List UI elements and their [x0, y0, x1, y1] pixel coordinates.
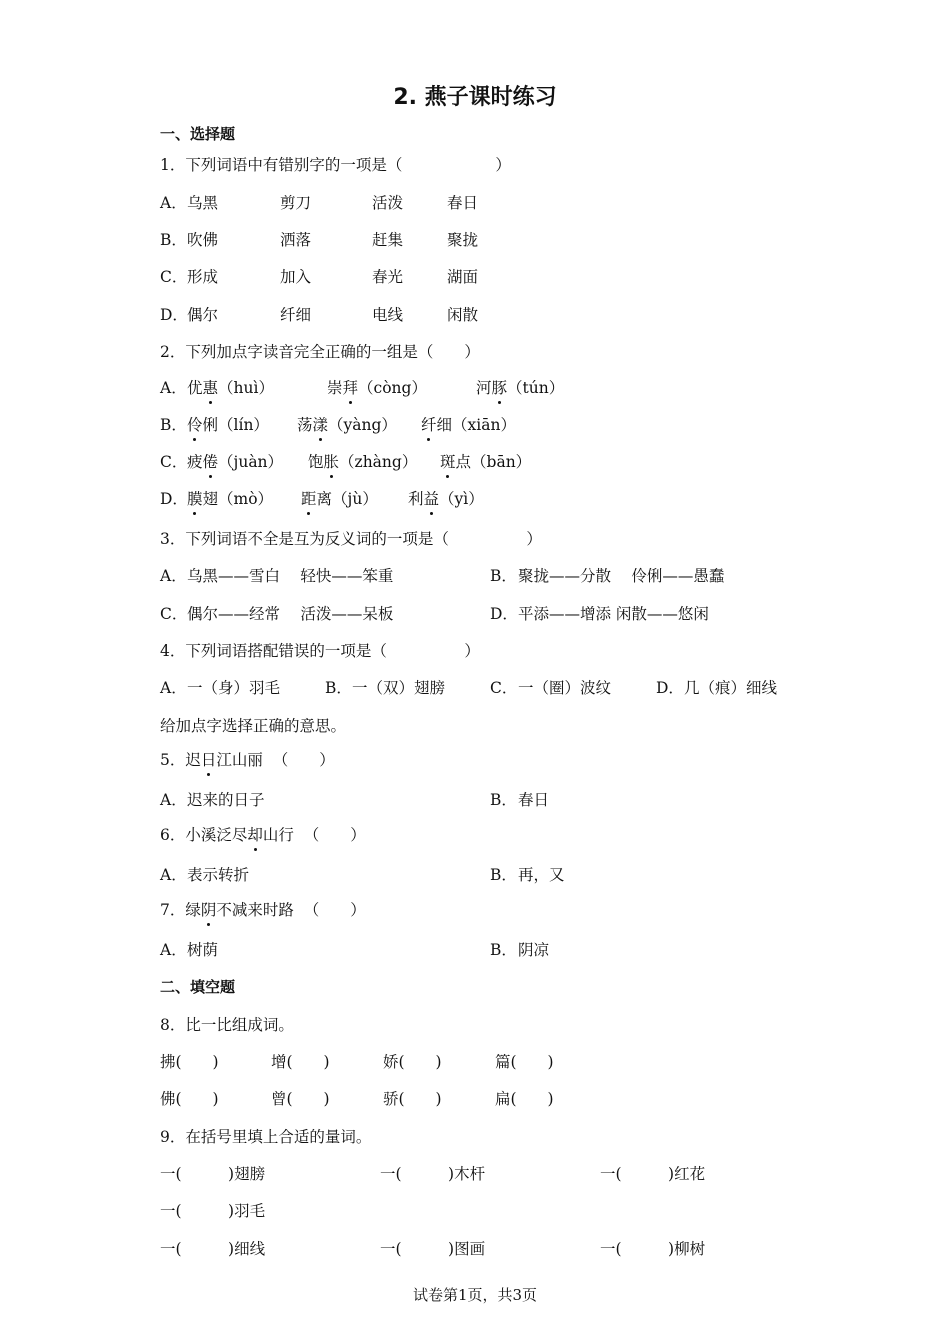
q6-option-b-label: B．: [490, 866, 517, 884]
q2-option-c-item-3: 斑点（bān）: [440, 453, 532, 471]
q1-option-a-word-2: 剪刀: [280, 194, 312, 212]
q2-option-c-item-1: 疲倦（juàn）: [187, 453, 284, 471]
q9-blank-2[interactable]: 一( )木杆: [380, 1165, 486, 1183]
q5-option-a-text: 迟来的日子: [187, 791, 265, 809]
q3-option-d-label: D．: [490, 605, 518, 623]
q9-blank-5[interactable]: 一( )细线: [160, 1240, 266, 1258]
q2-option-d-item-1: 膜翅（mò）: [187, 490, 274, 508]
q2-option-d-item-2: 距离（jù）: [301, 490, 378, 508]
question-2-stem: 2．下列加点字读音完全正确的一组是（ ）: [160, 343, 480, 361]
q1-option-b-word-4: 聚拢: [447, 231, 479, 249]
q8-blank-5[interactable]: 佛( ): [160, 1090, 219, 1108]
q7-option-b-text: 阴凉: [518, 941, 550, 959]
q2-option-c-label: C．: [160, 453, 188, 471]
q5-option-a-label: A．: [160, 791, 187, 809]
q4-option-b-text: 一（双）翅膀: [352, 679, 446, 697]
question-1-stem: 1．下列词语中有错别字的一项是（ ）: [160, 156, 511, 174]
q1-option-d-label: D．: [160, 306, 188, 324]
q2-option-b-label: B．: [160, 416, 187, 434]
page-title: 2. 燕子课时练习: [393, 85, 557, 110]
q8-blank-7[interactable]: 骄( ): [383, 1090, 442, 1108]
q6-option-b-text: 再，又: [518, 866, 565, 884]
q3-option-c-label: C．: [160, 605, 188, 623]
q1-option-c-word-2: 加入: [280, 268, 312, 286]
q3-option-b-label: B．: [490, 567, 517, 585]
q6-option-a-label: A．: [160, 866, 187, 884]
q7-option-a-text: 树荫: [187, 941, 219, 959]
q1-option-c-word-1: 形成: [187, 268, 219, 286]
instruction-text: 给加点字选择正确的意思。: [160, 717, 347, 735]
q8-blank-4[interactable]: 篇( ): [495, 1053, 554, 1071]
q1-option-b-word-3: 赶集: [372, 231, 404, 249]
q4-option-c-text: 一（圈）波纹: [518, 679, 612, 697]
q3-option-b-text: 聚拢——分散 伶俐——愚蠢: [518, 567, 725, 585]
q9-blank-7[interactable]: 一( )柳树: [600, 1240, 706, 1258]
q2-option-b-item-2: 荡漾（yàng）: [297, 416, 397, 434]
q2-option-c-item-2: 饱胀（zhàng）: [308, 453, 418, 471]
q9-blank-3[interactable]: 一( )红花: [600, 1165, 706, 1183]
q8-blank-6[interactable]: 曾( ): [271, 1090, 330, 1108]
q1-option-b-word-1: 吹佛: [187, 231, 219, 249]
q7-option-b-label: B．: [490, 941, 517, 959]
q5-option-b-text: 春日: [518, 791, 550, 809]
q1-option-a-word-4: 春日: [447, 194, 479, 212]
page-footer: 试卷第1页，共3页: [412, 1286, 538, 1304]
q7-option-a-label: A．: [160, 941, 187, 959]
q1-option-a-label: A．: [160, 194, 187, 212]
q1-option-b-label: B．: [160, 231, 187, 249]
question-7-stem: 7．绿阴不减来时路 （ ）: [160, 901, 366, 919]
q4-option-b-label: B．: [325, 679, 352, 697]
q1-option-d-word-1: 偶尔: [187, 306, 219, 324]
q9-blank-6[interactable]: 一( )图画: [380, 1240, 486, 1258]
q3-option-d-text: 平添——增添 闲散——悠闲: [518, 605, 709, 623]
q9-blank-4[interactable]: 一( )羽毛: [160, 1202, 266, 1220]
q1-option-a-word-3: 活泼: [372, 194, 404, 212]
q5-option-b-label: B．: [490, 791, 517, 809]
q8-blank-3[interactable]: 娇( ): [383, 1053, 442, 1071]
q2-option-a-item-3: 河豚（tún）: [476, 379, 565, 397]
q4-option-a-text: 一（身）羽毛: [187, 679, 281, 697]
q2-option-b-item-1: 伶俐（lín）: [187, 416, 269, 434]
q2-option-d-item-3: 利益（yì）: [408, 490, 484, 508]
question-3-stem: 3．下列词语不全是互为反义词的一项是（ ）: [160, 530, 542, 548]
q1-option-c-word-3: 春光: [372, 268, 404, 286]
q4-option-a-label: A．: [160, 679, 187, 697]
q1-option-d-word-3: 电线: [372, 306, 404, 324]
section-heading-choice: 一、选择题: [160, 125, 236, 143]
q2-option-a-item-2: 崇拜（còng）: [327, 379, 427, 397]
q2-option-b-item-3: 纤细（xiān）: [421, 416, 516, 434]
question-9-stem: 9．在括号里填上合适的量词。: [160, 1128, 372, 1146]
question-6-stem: 6．小溪泛尽却山行 （ ）: [160, 826, 366, 844]
q2-option-d-label: D．: [160, 490, 188, 508]
question-5-stem: 5．迟日江山丽 （ ）: [160, 751, 335, 769]
q8-blank-2[interactable]: 增( ): [271, 1053, 330, 1071]
q8-blank-8[interactable]: 扁( ): [495, 1090, 554, 1108]
q1-option-d-word-4: 闲散: [447, 306, 479, 324]
q3-option-c-text: 偶尔——经常 活泼——呆板: [187, 605, 394, 623]
q1-option-b-word-2: 洒落: [280, 231, 312, 249]
question-4-stem: 4．下列词语搭配错误的一项是（ ）: [160, 642, 480, 660]
q2-option-a-item-1: 优惠（huì）: [187, 379, 274, 397]
section-heading-fill: 二、填空题: [160, 978, 236, 996]
q4-option-c-label: C．: [490, 679, 518, 697]
q3-option-a-label: A．: [160, 567, 187, 585]
q2-option-a-label: A．: [160, 379, 187, 397]
q9-blank-1[interactable]: 一( )翅膀: [160, 1165, 266, 1183]
q1-option-c-label: C．: [160, 268, 188, 286]
q4-option-d-text: 几（痕）细线: [684, 679, 778, 697]
q3-option-a-text: 乌黑——雪白 轻快——笨重: [187, 567, 394, 585]
q8-blank-1[interactable]: 拂( ): [160, 1053, 219, 1071]
question-8-stem: 8．比一比组成词。: [160, 1016, 294, 1034]
q4-option-d-label: D．: [656, 679, 684, 697]
q1-option-c-word-4: 湖面: [447, 268, 479, 286]
q1-option-d-word-2: 纤细: [280, 306, 312, 324]
q6-option-a-text: 表示转折: [187, 866, 250, 884]
q1-option-a-word-1: 乌黑: [187, 194, 219, 212]
